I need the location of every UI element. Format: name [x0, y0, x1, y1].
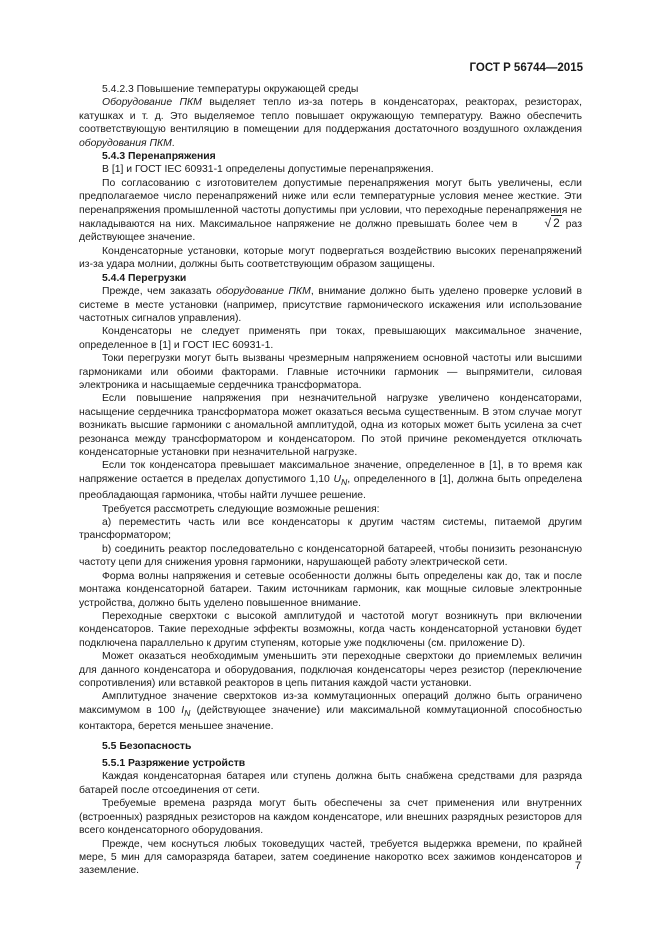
page-number: 7 [574, 860, 581, 872]
paragraph: Требуется рассмотреть следующие возможные решения: [102, 503, 380, 515]
section-5-5-1-heading: 5.5.1 Разряжение устройств [102, 758, 246, 770]
subscript-n: N [340, 476, 348, 487]
paragraph: Переходные сверхтоки с высокой амплитудой и частотой могут возникнуть при включении конденсаторов. Такие переходные эффекты возможны, когда часть конденсаторной установки будет подключена параллельно к другим ступеням, которые уже подключены (см. приложение D). [79, 610, 582, 649]
paragraph: Конденсаторы не следует применять при токах, превышающих максимальное значение, определенное в [1] и ГОСТ IEC 60931-1. [79, 326, 582, 351]
paragraph: Требуемые времена разряда могут быть обеспечены за счет применения или внутренних (встроенных) разрядных резисторов на каждом конденсаторе, или внешних разрядных резисторов для всего конденсаторного оборудования. [79, 798, 582, 837]
paragraph: Оборудование ПКМ выделяет тепло из-за потерь в конденсаторах, реакторах, резисторах, катушках и т. д. Это выделяемое тепло повышает окружающую температуру. Важно обеспечить соответствующую вентиляцию в помещении для поддержания достаточного воздушного охлаждения оборудования ПКМ. [79, 97, 582, 149]
paragraph: Амплитудное значение сверхтоков из-за коммутационных операций должно быть ограничено максимумом в 100 $I_N$ (действующее значение) или максимальной коммутационной способностью контактора, берется меньшее значение. [79, 691, 582, 733]
variable-i: I [181, 704, 185, 716]
document-id: ГОСТ Р 56744—2015 [469, 62, 583, 74]
list-item-a: a) переместить часть или все конденсаторы к другим частям системы, питаемой другим трансформатором; [79, 517, 582, 542]
paragraph: Токи перегрузки могут быть вызваны чрезмерным напряжением основной частоты или высшими гармониками или обоими факторами. Главные источники гармоник — выпрямители, силовая электроника и насыщаемые сердечника трансформатора. [79, 353, 582, 391]
paragraph: Прежде, чем заказать оборудование ПКМ, внимание должно быть уделено проверке условий в системе в месте установки (например, присутствие гармонического искажения или использование частотных сигналов управления). [79, 286, 583, 324]
page-content [79, 83, 582, 878]
sqrt-formula: √ 2 [544, 216, 560, 231]
paragraph: Конденсаторные установки, которые могут подвергаться воздействию высоких перенапряжений из-за удара молнии, должны быть соответствующим образом защищены. [79, 245, 582, 271]
paragraph: Если ток конденсатора превышает максимальное значение, определенное в [1], в то время как напряжение остается в пределах допустимого 1,10 $U_N$, определенного в [1], должна быть определена преобладающая гармоника, чтобы найти лучшее решение. [79, 460, 582, 502]
italic-term: оборудования ПКМ [79, 137, 172, 149]
paragraph: В [1] и ГОСТ IEC 60931-1 определены допустимые перенапряжения. [102, 164, 434, 176]
subscript-n: N [184, 707, 191, 718]
section-5-5-heading: 5.5 Безопасность [102, 740, 192, 752]
section-5-4-4-heading: 5.4.4 Перегрузки [102, 272, 187, 284]
list-item-b: b) соединить реактор последовательно с конденсаторной батареей, чтобы понизить резонансную частоту цепи для снижения уровня гармоники, нарушающей работу электрической сети. [79, 543, 582, 569]
paragraph: Прежде, чем коснуться любых токоведущих частей, требуется выдержка времени, по крайней мере, 5 мин для саморазряда батареи, затем соединение накоротко всех зажимов конденсаторов и заземление. [79, 838, 582, 877]
italic-term: оборудование ПКМ [216, 286, 311, 298]
paragraph: Форма волны напряжения и сетевые особенности должны быть определены как до, так и после монтажа конденсаторной батареи. Таким источникам гармоник, как мощные силовые электронные устройства, должно быть уделено повышенное внимание. [79, 570, 582, 609]
variable-u: U [333, 473, 341, 485]
paragraph: Если повышение напряжения при незначительной нагрузке увеличено конденсаторами, насыщение сердечника трансформатора может оказаться весьма существенным. В этом случае могут возникать высшие гармоники с аномальной амплитудой, одна из которых может быть усилена за счет резонанса между трансформатором и конденсатором. По этой причине рекомендуется отключать конденсаторные установки при незначительной нагрузке. [79, 393, 582, 458]
paragraph: Каждая конденсаторная батарея или ступень должна быть снабжена средствами для разряда батарей после отсоединения от сети. [79, 771, 582, 796]
paragraph: Может оказаться необходимым уменьшить эти переходные сверхтоки до приемлемых величин для данного конденсатора и оборудования, подключая конденсаторы через резистор (переключение сопротивления) или вставкой реакторов в цепь питания каждой части установки. [79, 651, 582, 689]
italic-term: Оборудование ПКМ [102, 97, 202, 109]
section-5-4-3-heading: 5.4.3 Перенапряжения [102, 151, 216, 163]
section-5-4-2-3-heading: 5.4.2.3 Повышение температуры окружающей среды [102, 84, 359, 95]
paragraph: По согласованию с изготовителем допустимые перенапряжения могут быть увеличены, если предполагаемое число перенапряжений ниже или если температурные условия менее жесткие. Эти перенапряжения промышленной частоты допустимы при условии, что переходные перенапряжения не накладываются на них. Максимальное напряжение не должно превышать более чем в √ 2 раз действующее значение. [79, 177, 582, 244]
